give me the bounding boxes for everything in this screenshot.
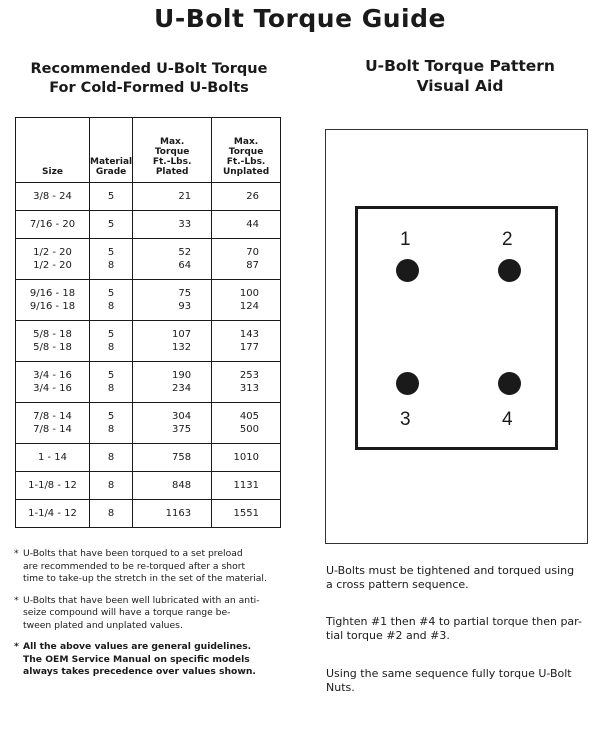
header-size-label: Size bbox=[42, 167, 63, 177]
unplated-cell-value: 405 bbox=[239, 411, 259, 422]
plated-cell-value: 52 bbox=[178, 247, 192, 258]
unplated-cell-value: 313 bbox=[239, 383, 259, 394]
bolt-hole-1 bbox=[396, 259, 419, 282]
bolt-label-4: 4 bbox=[502, 409, 513, 430]
grade-cell bbox=[90, 403, 133, 444]
size-cell-value: 1-1/8 - 12 bbox=[28, 480, 77, 491]
plated-cell-value: 375 bbox=[172, 424, 192, 435]
note-line: U-Bolts that have been well lubricated with an anti- bbox=[23, 594, 260, 606]
plated-cell bbox=[133, 280, 212, 321]
plated-cell bbox=[133, 444, 212, 472]
grade-cell bbox=[90, 472, 133, 500]
plated-cell-value: 93 bbox=[178, 301, 192, 312]
plated-cell-value: 75 bbox=[178, 288, 192, 299]
grade-cell bbox=[90, 500, 133, 528]
size-cell-value: 1-1/4 - 12 bbox=[28, 508, 77, 519]
header-unplated-line: Ft.-Lbs. bbox=[226, 157, 266, 167]
table-row bbox=[16, 280, 281, 321]
plated-cell bbox=[133, 239, 212, 280]
table-row bbox=[16, 362, 281, 403]
unplated-cell bbox=[212, 280, 281, 321]
description-full-torque bbox=[326, 667, 590, 695]
grade-cell-value: 8 bbox=[107, 424, 115, 435]
bolt-hole-4 bbox=[498, 372, 521, 395]
bolt-pattern-frame bbox=[355, 206, 558, 450]
grade-cell-value: 5 bbox=[107, 247, 115, 258]
unplated-cell-value: 143 bbox=[239, 329, 259, 340]
header-plated-line: Ft.-Lbs. bbox=[152, 157, 192, 167]
pattern-heading-line-2: Visual Aid bbox=[416, 77, 504, 95]
header-grade-line: Grade bbox=[95, 167, 127, 177]
note-line: U-Bolts that have been torqued to a set preload bbox=[23, 548, 243, 559]
table-heading bbox=[14, 60, 284, 98]
grade-cell bbox=[90, 444, 133, 472]
bullet-asterisk: * bbox=[14, 641, 19, 652]
size-cell-value: 3/4 - 16 bbox=[33, 383, 72, 394]
table-row bbox=[16, 239, 281, 280]
grade-cell-value: 5 bbox=[107, 411, 115, 422]
grade-cell-value: 8 bbox=[107, 260, 115, 271]
table-header-row bbox=[16, 118, 281, 183]
grade-cell-value: 5 bbox=[107, 191, 115, 202]
grade-cell bbox=[90, 211, 133, 239]
table-body bbox=[16, 183, 281, 528]
grade-cell-value: 5 bbox=[107, 288, 115, 299]
plated-cell bbox=[133, 321, 212, 362]
unplated-cell bbox=[212, 211, 281, 239]
bolt-label-2: 2 bbox=[502, 229, 513, 250]
grade-cell-value: 5 bbox=[107, 219, 115, 230]
plated-cell bbox=[133, 362, 212, 403]
size-cell-value: 1 - 14 bbox=[37, 452, 68, 463]
size-cell-value: 5/8 - 18 bbox=[33, 342, 72, 353]
grade-cell-value: 8 bbox=[107, 342, 115, 353]
size-cell-value: 7/8 - 14 bbox=[33, 411, 72, 422]
plated-cell-value: 758 bbox=[172, 452, 192, 463]
size-cell bbox=[16, 183, 90, 211]
size-cell bbox=[16, 362, 90, 403]
grade-cell bbox=[90, 239, 133, 280]
unplated-cell-value: 500 bbox=[239, 424, 259, 435]
bolt-hole-3 bbox=[396, 372, 419, 395]
header-unplated-line: Unplated bbox=[222, 167, 270, 177]
torque-table bbox=[15, 117, 281, 528]
plated-cell-value: 234 bbox=[172, 383, 192, 394]
plated-cell bbox=[133, 403, 212, 444]
size-cell-value: 5/8 - 18 bbox=[33, 329, 72, 340]
table-row bbox=[16, 472, 281, 500]
note-line: seize compound will have a torque range be- bbox=[23, 607, 231, 618]
header-size bbox=[16, 118, 90, 183]
grade-cell-value: 5 bbox=[107, 370, 115, 381]
header-plated-line: Plated bbox=[155, 167, 189, 177]
header-unplated-line: Torque bbox=[228, 147, 264, 157]
note-line: time to take-up the stretch in the set of the material. bbox=[23, 573, 267, 584]
grade-cell bbox=[90, 280, 133, 321]
unplated-cell-value: 87 bbox=[246, 260, 259, 271]
header-unplated-line: Max. bbox=[233, 137, 259, 147]
plated-cell bbox=[133, 472, 212, 500]
plated-cell-value: 1163 bbox=[165, 508, 192, 519]
plated-cell-value: 33 bbox=[178, 219, 192, 230]
table-row bbox=[16, 321, 281, 362]
size-cell bbox=[16, 239, 90, 280]
table-row bbox=[16, 403, 281, 444]
unplated-cell bbox=[212, 472, 281, 500]
unplated-cell bbox=[212, 321, 281, 362]
note-line: The OEM Service Manual on specific models bbox=[23, 653, 250, 665]
bolt-label-3: 3 bbox=[400, 409, 411, 430]
size-cell bbox=[16, 444, 90, 472]
description-line: Nuts. bbox=[326, 681, 355, 694]
grade-cell-value: 8 bbox=[107, 452, 115, 463]
unplated-cell-value: 124 bbox=[239, 301, 259, 312]
unplated-cell-value: 177 bbox=[239, 342, 259, 353]
unplated-cell bbox=[212, 500, 281, 528]
grade-cell-value: 8 bbox=[107, 301, 115, 312]
table-heading-line-1: Recommended U-Bolt Torque bbox=[30, 61, 268, 77]
notes-list bbox=[14, 548, 284, 688]
description-cross-pattern bbox=[326, 564, 590, 592]
plated-cell-value: 132 bbox=[172, 342, 192, 353]
table-row bbox=[16, 444, 281, 472]
header-unplated bbox=[212, 118, 281, 183]
unplated-cell-value: 1551 bbox=[233, 508, 259, 519]
bullet-asterisk: * bbox=[14, 548, 19, 559]
table-row bbox=[16, 211, 281, 239]
unplated-cell-value: 1010 bbox=[233, 452, 259, 463]
description-line: U-Bolts must be tightened and torqued using bbox=[326, 564, 575, 577]
grade-cell-value: 5 bbox=[107, 329, 115, 340]
header-grade-line: Material bbox=[90, 157, 133, 167]
table-row bbox=[16, 500, 281, 528]
size-cell bbox=[16, 321, 90, 362]
note-item bbox=[14, 548, 284, 586]
size-cell-value: 9/16 - 18 bbox=[29, 301, 76, 312]
size-cell bbox=[16, 280, 90, 321]
size-cell-value: 9/16 - 18 bbox=[29, 288, 76, 299]
plated-cell-value: 190 bbox=[172, 370, 192, 381]
description-line: a cross pattern sequence. bbox=[326, 578, 469, 591]
unplated-cell bbox=[212, 239, 281, 280]
note-item bbox=[14, 641, 284, 679]
grade-cell-value: 8 bbox=[107, 508, 115, 519]
description-line: tial torque #2 and #3. bbox=[326, 629, 450, 642]
unplated-cell-value: 1131 bbox=[233, 480, 259, 491]
size-cell-value: 1/2 - 20 bbox=[33, 260, 72, 271]
description-line: Tighten #1 then #4 to partial torque then par- bbox=[326, 615, 582, 628]
size-cell bbox=[16, 472, 90, 500]
size-cell-value: 7/16 - 20 bbox=[29, 219, 76, 230]
size-cell bbox=[16, 211, 90, 239]
grade-cell bbox=[90, 362, 133, 403]
note-line: always takes precedence over values shown. bbox=[23, 666, 256, 677]
page-title: U-Bolt Torque Guide bbox=[154, 4, 446, 33]
unplated-cell-value: 100 bbox=[239, 288, 259, 299]
grade-cell bbox=[90, 321, 133, 362]
unplated-cell-value: 70 bbox=[246, 247, 259, 258]
unplated-cell bbox=[212, 403, 281, 444]
unplated-cell bbox=[212, 444, 281, 472]
bullet-asterisk: * bbox=[14, 594, 19, 606]
description-line: Using the same sequence fully torque U-Bolt bbox=[326, 667, 572, 680]
header-grade bbox=[90, 118, 133, 183]
note-line: All the above values are general guidelines. bbox=[23, 641, 252, 652]
pattern-box bbox=[325, 129, 588, 544]
grade-cell-value: 8 bbox=[107, 480, 115, 491]
unplated-cell-value: 253 bbox=[239, 370, 259, 381]
description-partial-torque bbox=[326, 615, 590, 643]
note-line: tween plated and unplated values. bbox=[23, 619, 183, 631]
plated-cell-value: 64 bbox=[178, 260, 192, 271]
plated-cell bbox=[133, 500, 212, 528]
size-cell bbox=[16, 500, 90, 528]
size-cell-value: 7/8 - 14 bbox=[33, 424, 72, 435]
header-plated-line: Max. bbox=[159, 137, 185, 147]
unplated-cell bbox=[212, 362, 281, 403]
bolt-label-1: 1 bbox=[400, 229, 411, 250]
size-cell-value: 3/8 - 24 bbox=[33, 191, 72, 202]
size-cell-value: 1/2 - 20 bbox=[33, 247, 72, 258]
table-heading-line-2: For Cold-Formed U-Bolts bbox=[49, 80, 249, 96]
plated-cell-value: 107 bbox=[172, 329, 192, 340]
header-plated bbox=[133, 118, 212, 183]
unplated-cell bbox=[212, 183, 281, 211]
grade-cell bbox=[90, 183, 133, 211]
header-plated-line: Torque bbox=[154, 147, 190, 157]
pattern-heading bbox=[320, 56, 600, 96]
plated-cell bbox=[133, 211, 212, 239]
plated-cell-value: 848 bbox=[172, 480, 192, 491]
size-cell bbox=[16, 403, 90, 444]
plated-cell-value: 21 bbox=[178, 191, 192, 202]
unplated-cell-value: 26 bbox=[246, 191, 259, 202]
bolt-hole-2 bbox=[498, 259, 521, 282]
table-row bbox=[16, 183, 281, 211]
pattern-heading-line-1: U-Bolt Torque Pattern bbox=[365, 57, 555, 75]
unplated-cell-value: 44 bbox=[246, 219, 259, 230]
grade-cell-value: 8 bbox=[107, 383, 115, 394]
note-line: are recommended to be re-torqued after a short bbox=[23, 560, 246, 572]
note-item bbox=[14, 595, 284, 633]
plated-cell-value: 304 bbox=[172, 411, 192, 422]
plated-cell bbox=[133, 183, 212, 211]
size-cell-value: 3/4 - 16 bbox=[33, 370, 72, 381]
